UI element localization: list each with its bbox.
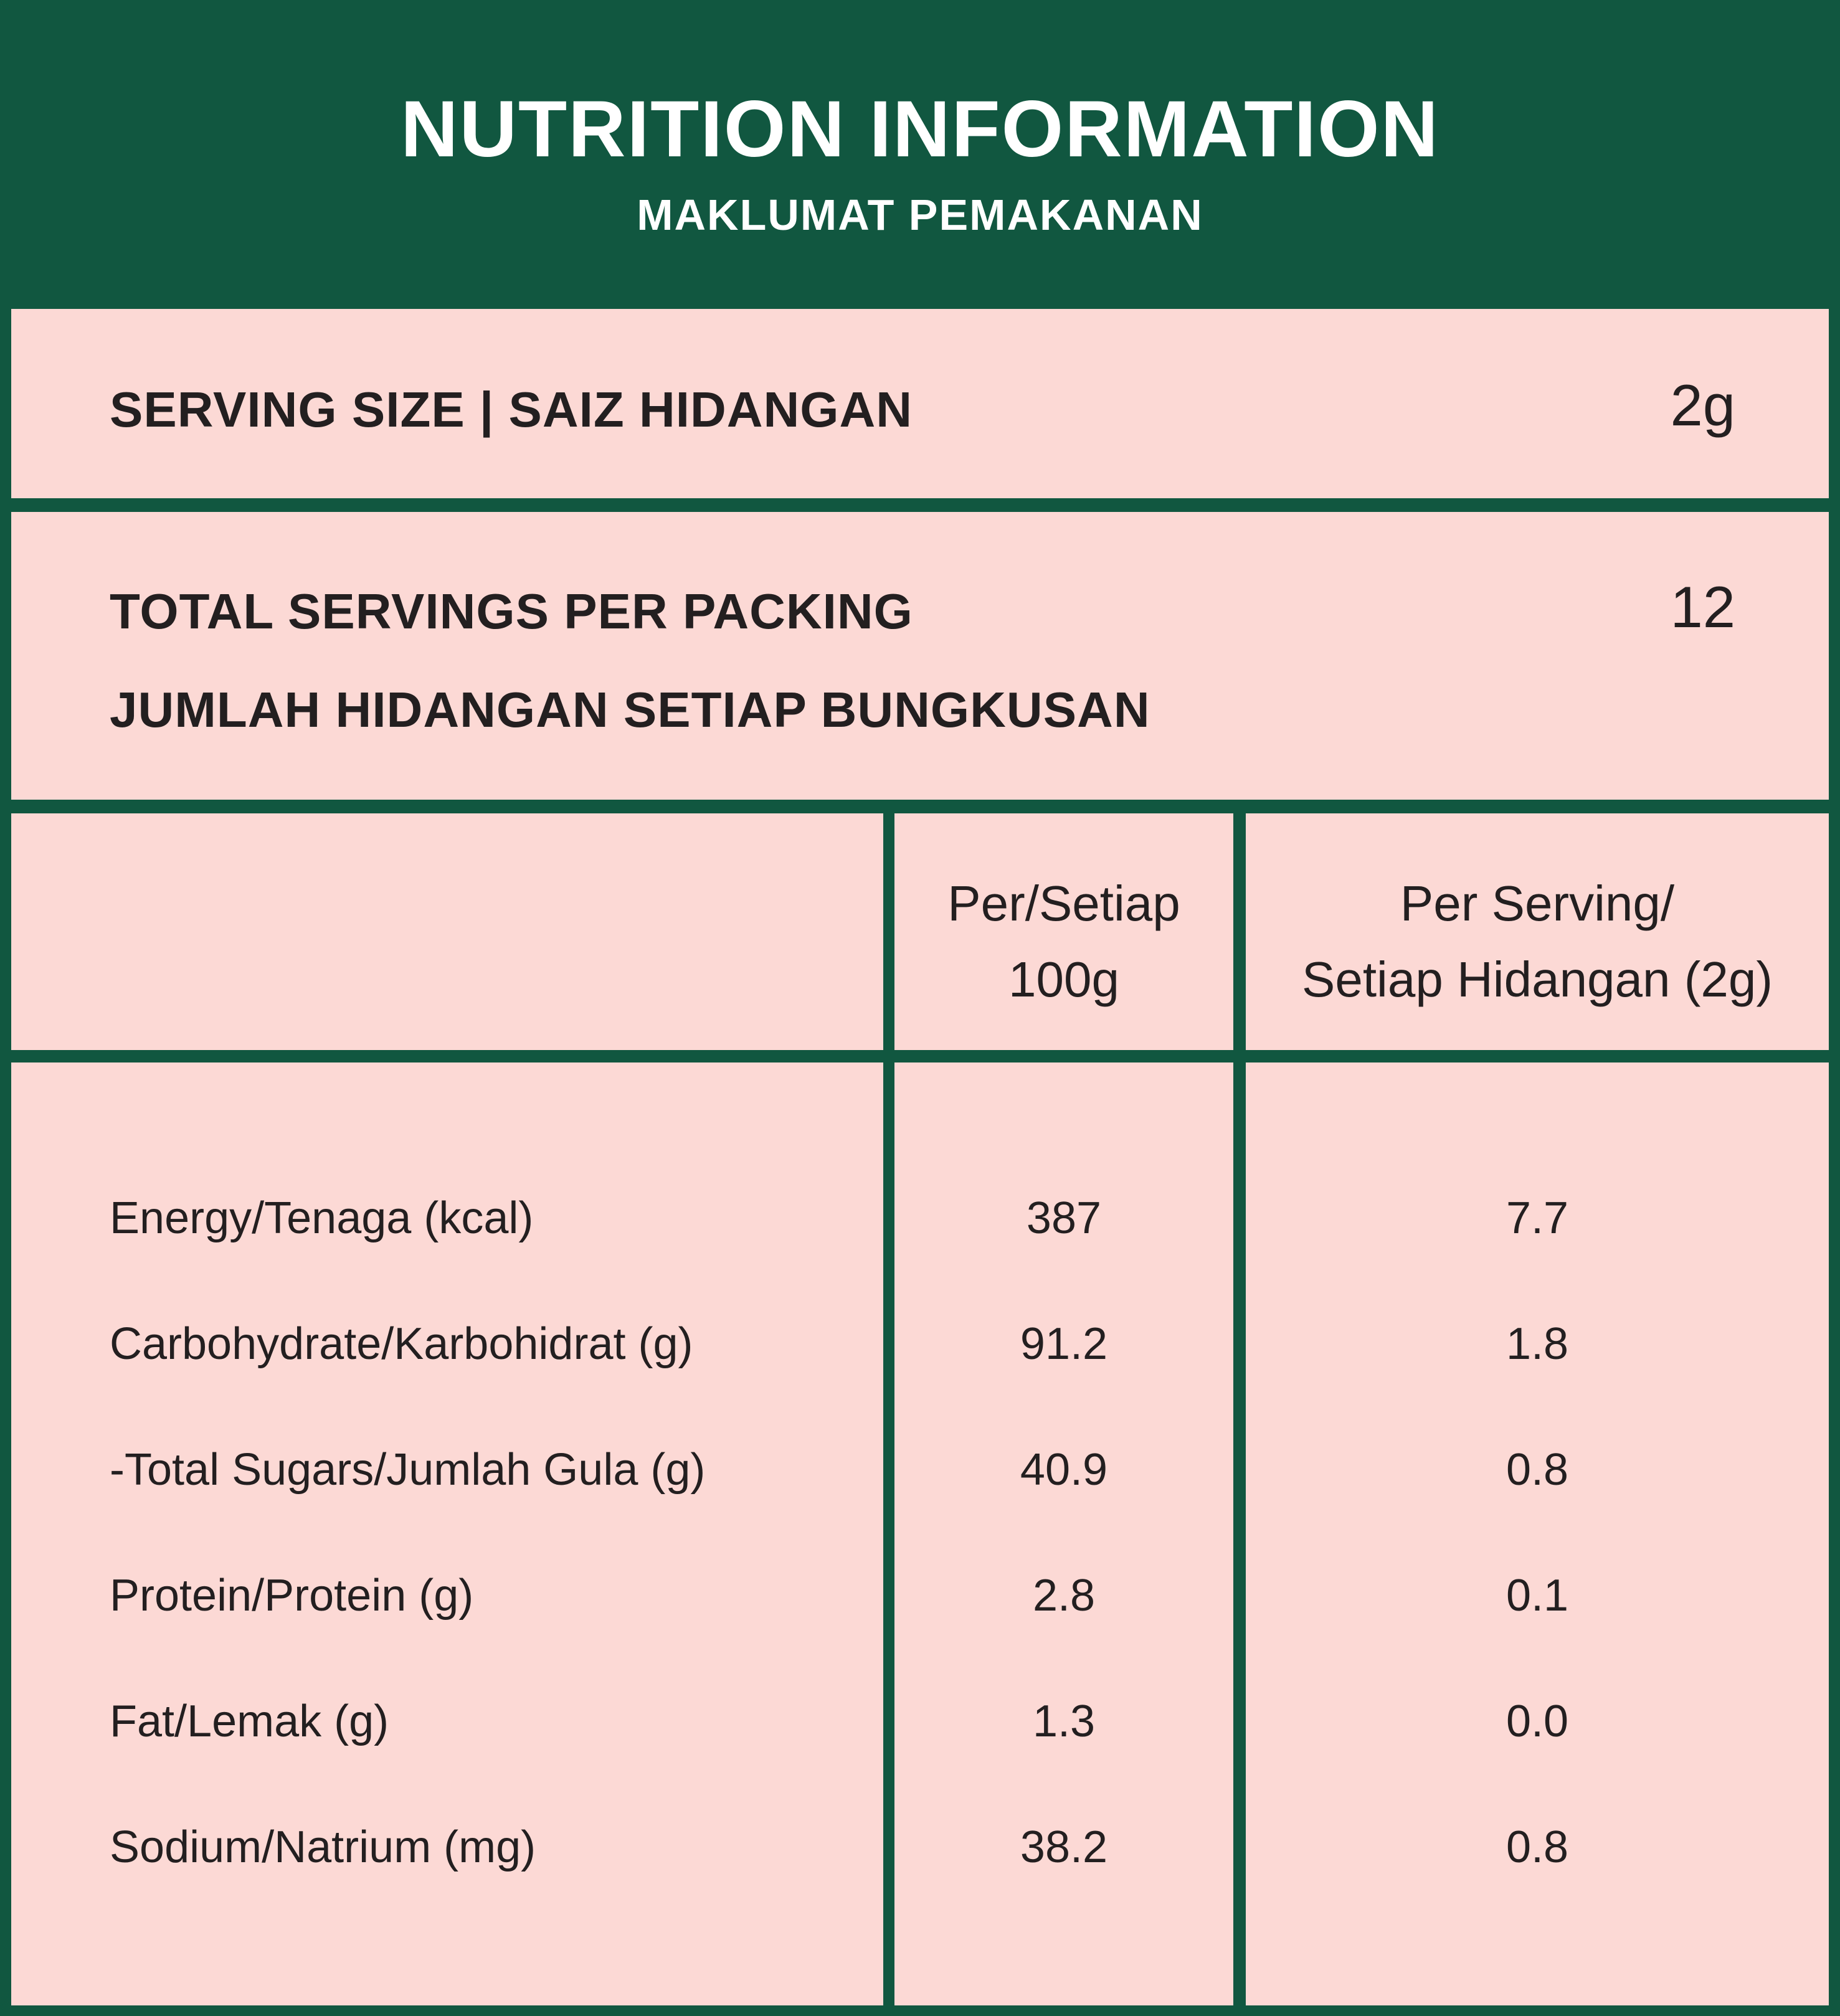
column-header-per-100g	[894, 813, 1233, 1050]
total-servings-row	[11, 512, 1829, 800]
nutrient-name: Carbohydrate/Karbohidrat (g)	[110, 1319, 693, 1369]
serving-size-value: 2g	[1670, 372, 1735, 438]
total-servings-label-en: TOTAL SERVINGS PER PACKING	[110, 584, 913, 639]
nutrient-per-100g: 91.2	[1020, 1319, 1108, 1369]
nutrient-per-serving: 1.8	[1506, 1319, 1569, 1369]
total-servings-value: 12	[1670, 574, 1735, 640]
per-serving-heading-line2: Setiap Hidangan (2g)	[1301, 952, 1773, 1007]
nutrient-per-serving: 0.8	[1506, 1822, 1569, 1872]
nutrient-name: Energy/Tenaga (kcal)	[110, 1193, 534, 1243]
nutrient-per-serving: 7.7	[1506, 1193, 1569, 1243]
label-subtitle: MAKLUMAT PEMAKANAN	[637, 191, 1203, 239]
nutrient-per-100g: 40.9	[1020, 1445, 1108, 1495]
label-title: NUTRITION INFORMATION	[401, 85, 1439, 174]
nutrient-per-serving: 0.8	[1506, 1445, 1569, 1495]
nutrient-name: Fat/Lemak (g)	[110, 1697, 389, 1746]
per-100g-heading-line2: 100g	[1008, 952, 1119, 1007]
nutrient-name: Sodium/Natrium (mg)	[110, 1822, 536, 1872]
nutrient-per-100g: 387	[1026, 1193, 1102, 1243]
nutrient-per-serving: 0.0	[1506, 1697, 1569, 1746]
column-header-blank-cell	[11, 813, 883, 1050]
nutrient-per-100g: 1.3	[1032, 1697, 1096, 1746]
per-serving-heading-line1: Per Serving/	[1400, 876, 1675, 931]
serving-size-label: SERVING SIZE | SAIZ HIDANGAN	[110, 382, 913, 437]
column-header-per-serving	[1246, 813, 1829, 1050]
nutrient-name: -Total Sugars/Jumlah Gula (g)	[110, 1445, 706, 1495]
total-servings-label-ms: JUMLAH HIDANGAN SETIAP BUNGKUSAN	[110, 682, 1150, 737]
serving-size-row	[11, 309, 1829, 498]
nutrient-per-serving: 0.1	[1506, 1571, 1569, 1621]
nutrient-per-100g: 2.8	[1032, 1571, 1096, 1621]
nutrient-per-100g: 38.2	[1020, 1822, 1108, 1872]
per-100g-heading-line1: Per/Setiap	[947, 876, 1180, 931]
nutrient-name: Protein/Protein (g)	[110, 1571, 474, 1621]
